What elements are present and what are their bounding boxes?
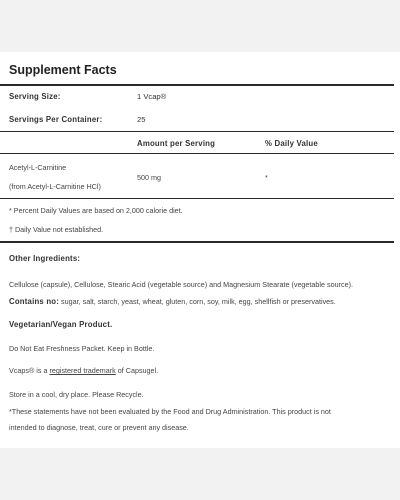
servings-per-container-label: Servings Per Container:	[9, 115, 103, 124]
footnote-divider	[0, 241, 394, 243]
not-established-footnote: † Daily Value not established.	[9, 225, 104, 234]
ingredient-name: Acetyl-L-Carnitine	[9, 163, 67, 172]
disclaimer-line-1: *These statements have not been evaluated by the Food and Drug Administration. This product is not	[9, 407, 331, 416]
dv-footnote: * Percent Daily Values are based on 2,000 calorie diet.	[9, 206, 183, 215]
storage-text: Store in a cool, dry place. Please Recycle.	[9, 390, 144, 399]
header-divider	[0, 153, 394, 154]
panel-title: Supplement Facts	[9, 63, 117, 77]
ingredient-source: (from Acetyl-L-Carnitine HCl)	[9, 182, 101, 191]
vcaps-suffix: of Capsugel.	[115, 366, 159, 375]
vegetarian-label: Vegetarian/Vegan Product.	[9, 320, 113, 329]
registered-trademark-link[interactable]: registered trademark	[49, 366, 116, 375]
other-ingredients-label: Other Ingredients:	[9, 254, 81, 263]
title-divider	[0, 84, 394, 86]
disclaimer-line-2: intended to diagnose, treat, cure or prevent any disease.	[9, 423, 189, 432]
other-ingredients-text: Cellulose (capsule), Cellulose, Stearic Acid (vegetable source) and Magnesium Stearate (vegetable source).	[9, 280, 353, 289]
serving-size-label: Serving Size:	[9, 92, 61, 101]
ingredient-divider	[0, 198, 394, 199]
servings-divider	[0, 131, 394, 132]
freshness-text: Do Not Eat Freshness Packet. Keep in Bottle.	[9, 344, 155, 353]
vcaps-prefix: Vcaps® is a	[9, 366, 50, 375]
ingredient-dv: *	[265, 173, 268, 182]
contains-no-line	[9, 297, 336, 306]
ingredient-amount: 500 mg	[137, 173, 161, 182]
daily-value-header: % Daily Value	[265, 139, 318, 148]
servings-per-container-value: 25	[137, 115, 146, 124]
serving-size-value: 1 Vcap®	[137, 92, 167, 101]
contains-no-text: sugar, salt, starch, yeast, wheat, gluten, corn, soy, milk, egg, shellfish or preservatives.	[61, 297, 336, 306]
vcaps-line	[9, 366, 158, 375]
amount-header: Amount per Serving	[137, 139, 216, 148]
supplement-facts-panel	[0, 52, 400, 448]
contains-no-label: Contains no:	[9, 297, 60, 306]
